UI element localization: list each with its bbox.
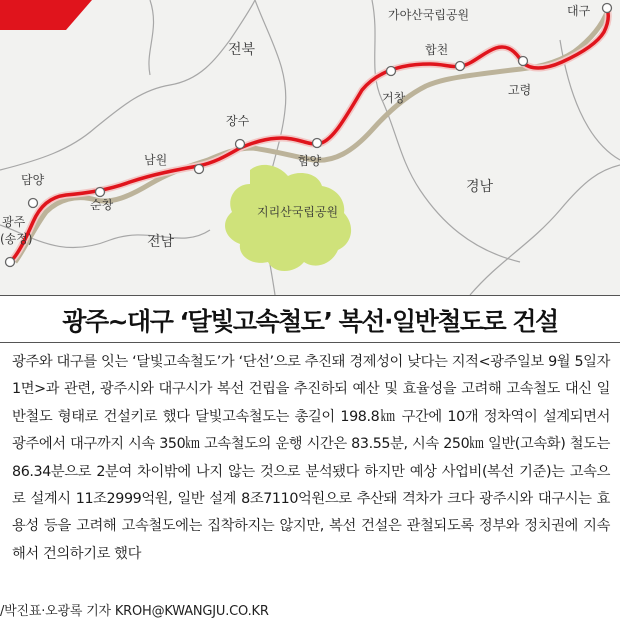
station-label-daegu: 대구 <box>567 4 591 18</box>
station-label-namwon: 남원 <box>144 153 168 167</box>
station-marker-geochang <box>387 67 396 76</box>
station-marker-damyang <box>29 199 38 208</box>
station-label-hapcheon: 합천 <box>425 43 449 57</box>
article-credit: /박진표·오광록 기자 KROH@KWANGJU.CO.KR <box>0 604 269 619</box>
article-headline: 광주~대구 ‘달빛고속철도’ 복선·일반철도로 건설 <box>62 307 558 336</box>
article-body: 광주와 대구를 잇는 ‘달빛고속철도’가 ‘단선’으로 추진돼 경제성이 낮다는 지적<광주일보 9월 5일자 1면>과 관련, 광주시와 대구시가 복선 건립을 추진하되 예산 및 효율성을 고려해 고속철도 대신 일반철도 형태로 건설키로 했다 달빛고속철도는 총길이 198.8㎞ 구간에 10개 정차역이 설계되면서 광주에서 대구까지 시속 350㎞ 고속철도의 운행 시간은 83.55분, 시속 250㎞ 일반(고속화) 철도는 86.34분으로 2분여 차이밖에 나지 않는 것으로 분석됐다 하지만 예상 사업비(복선 기준)는 고속으로 설계시 11조2999억원, 일반 설계 8조7110억원으로 추산돼 격차가 크다 광주시와 대구시는 효용성 등을 고려해 고속철도에는 집착하지는 않지만, 복선 건설은 관철되도록 정부와 정치권에 지속해서 건의하기로 했다 <box>12 354 610 562</box>
top-rule <box>0 295 620 296</box>
station-marker-namwon <box>195 165 204 174</box>
station-marker-hapcheon <box>456 62 465 71</box>
station-label-geochang: 거창 <box>382 91 406 105</box>
park-label-gayasan: 가야산국립공원 <box>388 8 470 22</box>
region-label-gyeongnam: 경남 <box>466 179 494 195</box>
station-marker-hamyang <box>313 139 322 148</box>
station-label-sunchang: 순창 <box>90 198 114 212</box>
station-marker-gwangju <box>6 258 15 267</box>
station-label-gwangju-sub: (송정) <box>0 232 33 246</box>
headline-rule <box>0 342 620 343</box>
station-marker-jangsu <box>236 140 245 149</box>
station-label-goryeong: 고령 <box>508 83 532 97</box>
station-label-damyang: 담양 <box>21 173 45 187</box>
station-marker-goryeong <box>519 57 528 66</box>
station-label-hamyang: 함양 <box>298 154 322 168</box>
region-label-jeonbuk: 전북 <box>228 42 256 58</box>
park-label-jirisan: 지리산국립공원 <box>257 205 339 219</box>
station-marker-daegu <box>603 4 612 13</box>
route-map <box>0 0 620 295</box>
station-marker-sunchang <box>96 188 105 197</box>
station-label-gwangju: 광주 <box>2 215 26 229</box>
region-label-jeonnam: 전남 <box>147 234 175 250</box>
station-label-jangsu: 장수 <box>226 114 250 128</box>
